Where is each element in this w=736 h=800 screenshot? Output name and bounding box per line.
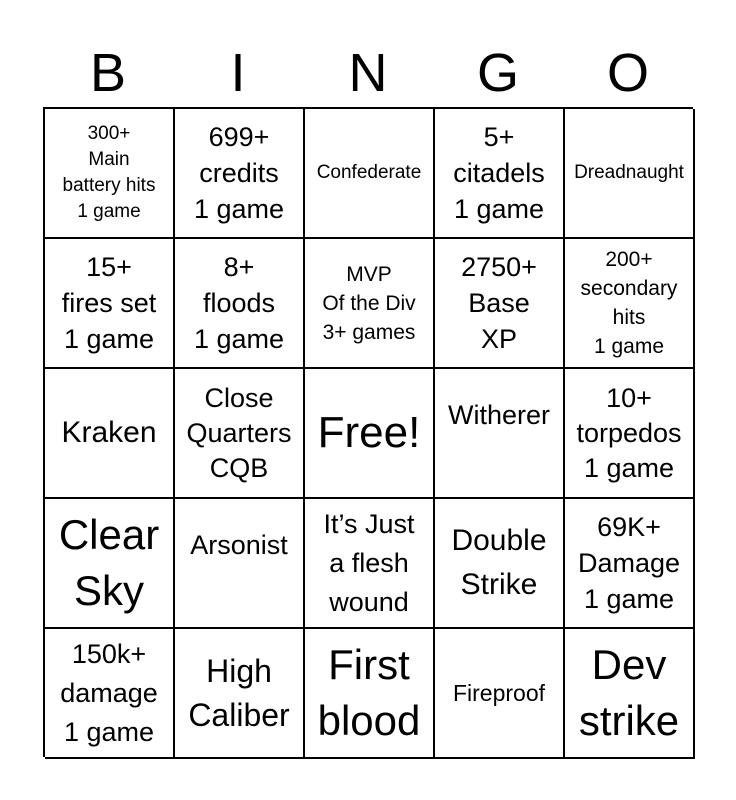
bingo-cell[interactable]	[565, 369, 695, 499]
bingo-cell[interactable]	[305, 629, 435, 759]
bingo-cell[interactable]	[565, 239, 695, 369]
header-letter-i: I	[230, 43, 246, 103]
cell-label: Confederate	[316, 162, 422, 183]
bingo-header	[43, 40, 693, 106]
cell-label: Clear Sky	[58, 511, 160, 614]
cell-label: Arsonist	[190, 530, 288, 560]
bingo-cell[interactable]	[305, 499, 435, 629]
header-letter-g: G	[476, 43, 519, 103]
bingo-cell[interactable]	[175, 369, 305, 499]
bingo-cell[interactable]	[565, 109, 695, 239]
bingo-cell[interactable]	[305, 239, 435, 369]
cell-label: MVP Of the Div 3+ games	[322, 262, 416, 344]
bingo-cell[interactable]	[565, 629, 695, 759]
bingo-cell[interactable]	[435, 109, 565, 239]
cell-label: Double Strike	[451, 524, 547, 601]
cell-label: High Caliber	[188, 653, 290, 733]
bingo-cell[interactable]	[435, 239, 565, 369]
header-letter-n: N	[348, 43, 388, 103]
header-letter-o: O	[606, 43, 649, 103]
bingo-grid	[43, 107, 693, 757]
bingo-cell[interactable]	[45, 629, 175, 759]
cell-label: Dev strike	[578, 641, 680, 744]
cell-label: Kraken	[61, 416, 157, 449]
bingo-cell[interactable]	[175, 629, 305, 759]
cell-label: 5+ citadels 1 game	[453, 122, 545, 224]
cell-label: Dreadnaught	[574, 162, 684, 183]
bingo-cell[interactable]	[45, 239, 175, 369]
bingo-cell[interactable]	[435, 499, 565, 629]
bingo-cell[interactable]	[565, 499, 695, 629]
cell-label: Close Quarters CQB	[186, 382, 292, 483]
bingo-cell[interactable]	[175, 239, 305, 369]
cell-label: 699+ credits 1 game	[193, 122, 285, 224]
cell-label: 300+ Main battery hits 1 game	[62, 123, 156, 222]
cell-label: Witherer	[447, 400, 550, 430]
cell-label: 2750+ Base XP	[461, 252, 537, 354]
bingo-cell[interactable]	[175, 499, 305, 629]
bingo-cell[interactable]	[435, 369, 565, 499]
cell-label: 200+ secondary hits 1 game	[580, 248, 678, 358]
cell-label: 69K+ Damage 1 game	[577, 512, 681, 614]
cell-label: Fireproof	[452, 679, 546, 706]
cell-label: It’s Just a flesh wound	[323, 508, 415, 617]
bingo-cell[interactable]	[175, 109, 305, 239]
bingo-cell[interactable]	[45, 499, 175, 629]
cell-label: 10+ torpedos 1 game	[576, 382, 682, 483]
bingo-cell[interactable]	[305, 109, 435, 239]
bingo-cell[interactable]	[45, 109, 175, 239]
cell-label: 15+ fires set 1 game	[61, 252, 157, 354]
bingo-cell[interactable]	[435, 629, 565, 759]
cell-label: 150k+ damage 1 game	[60, 638, 158, 747]
cell-label: 8+ floods 1 game	[193, 252, 285, 354]
bingo-cell[interactable]	[45, 369, 175, 499]
cell-label: First blood	[317, 641, 421, 744]
bingo-cell[interactable]	[305, 369, 435, 499]
header-letter-b: B	[89, 43, 127, 103]
cell-label: Free!	[317, 408, 421, 457]
